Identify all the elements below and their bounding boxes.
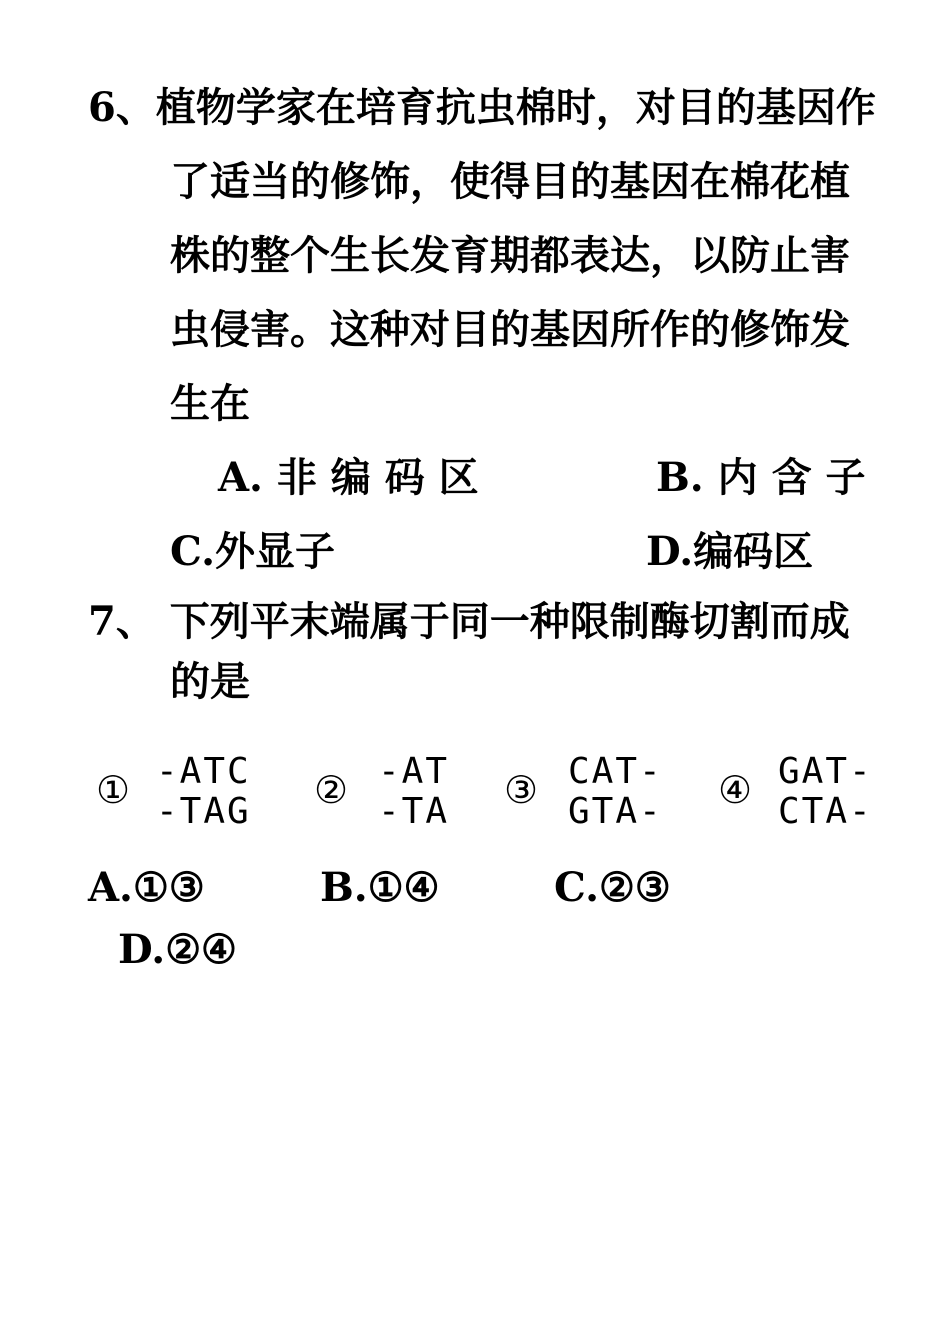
q7-line-1: 7、 下列平末端属于同一种限制酶切割而成 <box>88 598 850 645</box>
fragment-label-2: ② <box>314 768 349 812</box>
q7-option-b: B.①④ <box>320 864 440 911</box>
fragment-2-bottom-strand: -TA <box>378 791 450 832</box>
q6-option-b: B. 内 含 子 <box>656 454 866 501</box>
q7-option-c: C.②③ <box>554 864 671 911</box>
q6-option-d: D.编码区 <box>646 528 814 575</box>
q6-line-5: 生在 <box>170 380 250 427</box>
q7-option-a: A.①③ <box>88 864 205 911</box>
fragment-label-3: ③ <box>504 768 539 812</box>
q6-line-2: 了适当的修饰，使得目的基因在棉花植 <box>170 158 850 205</box>
fragment-label-1: ① <box>96 768 131 812</box>
q7-option-d: D.②④ <box>118 926 237 973</box>
q6-line-3: 株的整个生长发育期都表达，以防止害 <box>170 232 850 279</box>
q6-line-1: 6、植物学家在培育抗虫棉时，对目的基因作 <box>88 84 876 131</box>
fragment-2-top-strand: -AT <box>378 751 450 792</box>
fragment-4-bottom-strand: CTA- <box>778 791 873 832</box>
q6-option-c: C.外显子 <box>170 528 336 575</box>
fragment-4-top-strand: GAT- <box>778 751 873 792</box>
q7-line-2: 的是 <box>170 658 250 705</box>
q6-line-4: 虫侵害。这种对目的基因所作的修饰发 <box>170 306 850 353</box>
fragment-1-bottom-strand: -TAG <box>156 791 251 832</box>
q6-option-a: A. 非 编 码 区 <box>218 454 479 501</box>
fragment-1-top-strand: -ATC <box>156 751 251 792</box>
fragment-label-4: ④ <box>718 768 753 812</box>
fragment-3-top-strand: CAT- <box>568 751 663 792</box>
fragment-3-bottom-strand: GTA- <box>568 791 663 832</box>
